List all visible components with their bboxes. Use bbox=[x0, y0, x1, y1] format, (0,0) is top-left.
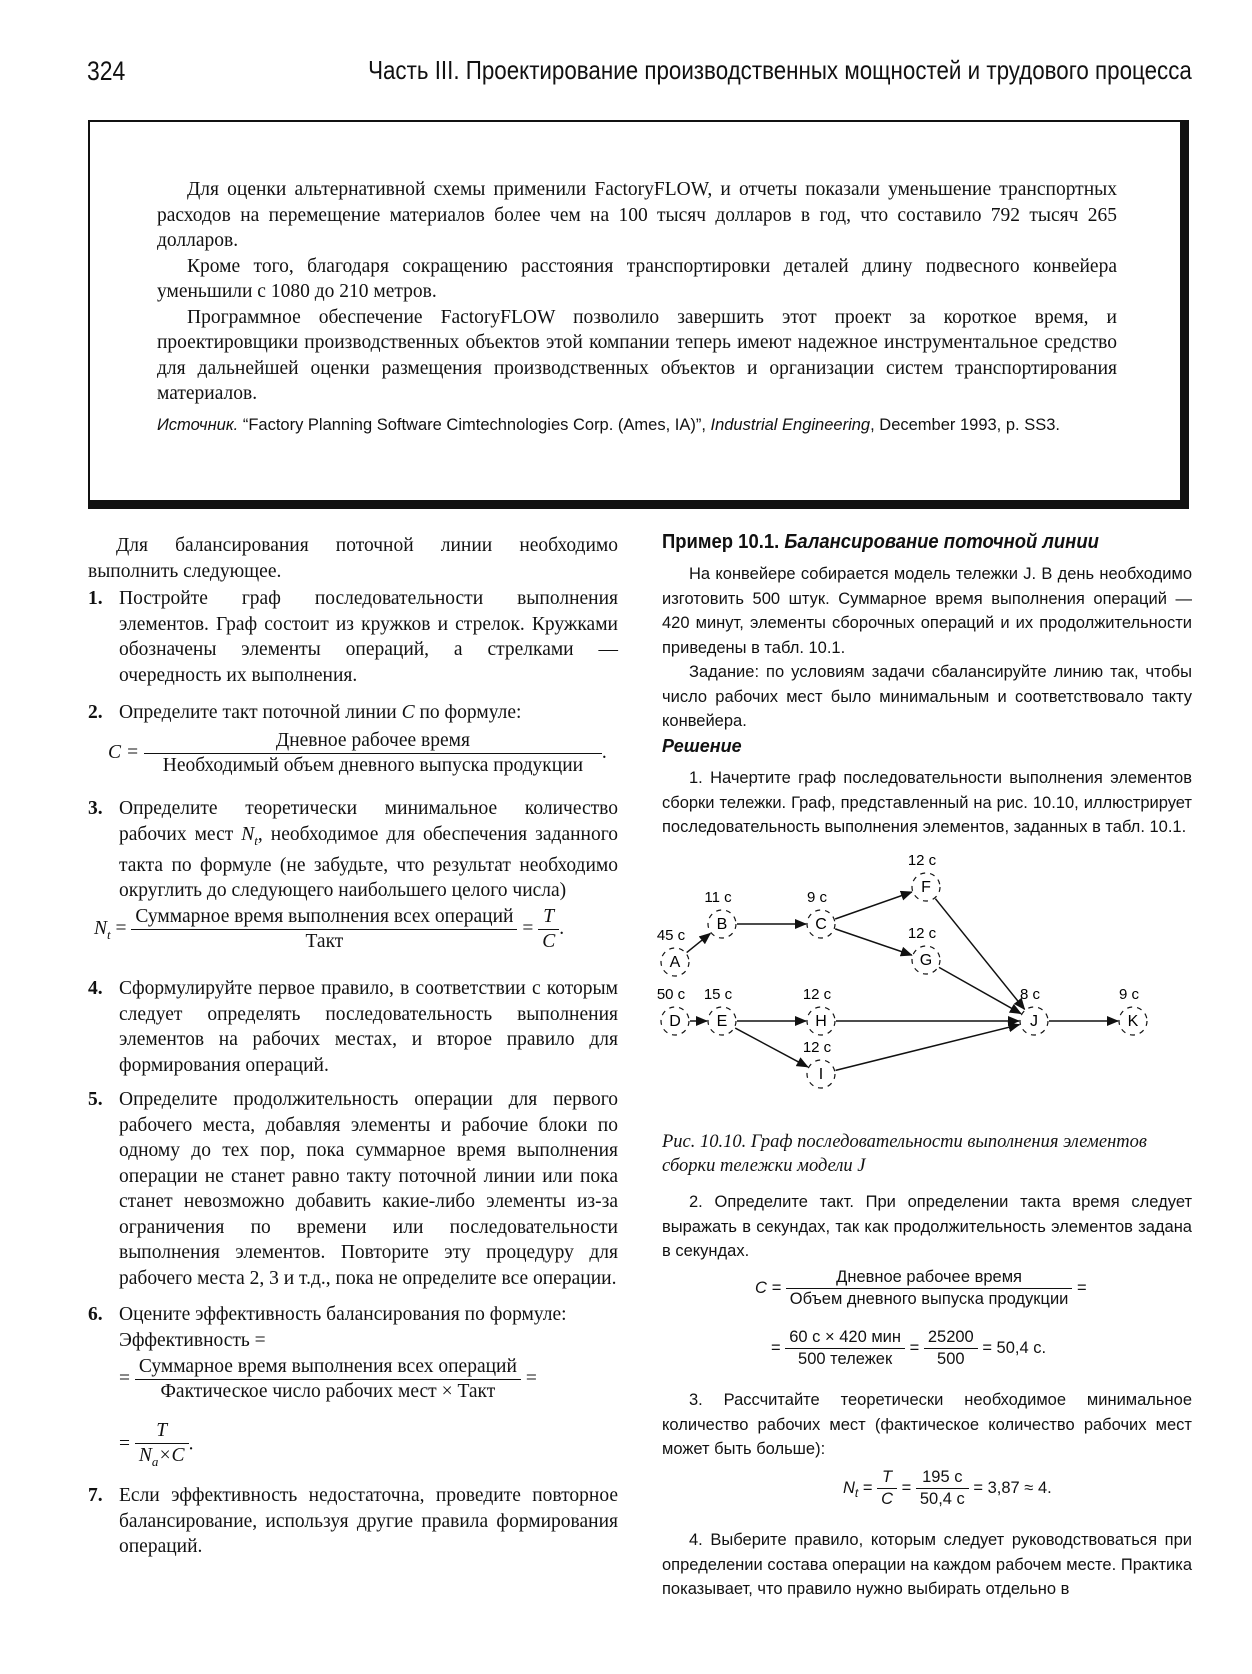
node-time-F: 12 с bbox=[907, 852, 937, 869]
formula-result: = 50,4 с. bbox=[982, 1338, 1047, 1357]
formula-fraction bbox=[135, 1420, 189, 1470]
source-end: , December 1993, p. SS3. bbox=[870, 416, 1060, 434]
formula-efficiency bbox=[119, 1356, 537, 1403]
formula-eq: = bbox=[522, 917, 534, 939]
node-label-I: I bbox=[818, 1066, 824, 1083]
formula-result: = 3,87 ≈ 4. bbox=[973, 1478, 1052, 1497]
formula-fraction bbox=[786, 1268, 1073, 1309]
list-text bbox=[119, 700, 618, 726]
node-time-A: 45 с bbox=[656, 927, 686, 944]
edge-E-I bbox=[735, 1028, 808, 1067]
list-item-3 bbox=[88, 796, 618, 904]
list-item-2 bbox=[88, 700, 618, 726]
case-paragraph-3: Программное обеспечение FactoryFLOW позволило завершить этот проект за короткое время, и проектировщики производственных объектов этой компании теперь имеют надежное инструментальное средство для дальнейшей оценки размещения производственных объектов и организации систем транспортирования материалов. bbox=[157, 306, 1117, 404]
list-text: Постройте граф последовательности выполнения элементов. Граф состоит из кружков и стрелок. Кружками обозначены элементы операций, а стрелками — очередность их выполнения. bbox=[119, 588, 618, 686]
formula-takt-calc bbox=[771, 1328, 1046, 1369]
node-time-D: 50 с bbox=[656, 986, 686, 1003]
precedence-graph bbox=[656, 852, 1200, 1130]
formula-eq: = bbox=[901, 1478, 912, 1497]
step-1-text: 1. Начертите граф последовательности выполнения элементов сборки тележки. Граф, представленный на рис. 10.10, иллюстрирует последовательность выполнения элементов, заданных в табл. 10.1. bbox=[662, 769, 1192, 836]
source-label: Источник. bbox=[157, 416, 239, 434]
fraction-numerator: 60 с × 420 мин bbox=[785, 1328, 905, 1349]
edge-C-F bbox=[835, 892, 912, 919]
step-4 bbox=[662, 1528, 1192, 1602]
example-body bbox=[662, 562, 1192, 734]
step-4-text: 4. Выберите правило, которым следует руководствоваться при определении состава операции на каждом рабочем месте. Практика показывает, что правило нужно выбирать отдельно в bbox=[662, 1531, 1192, 1598]
graph-nodes bbox=[657, 852, 1147, 1088]
fraction-denominator: Такт bbox=[305, 931, 344, 952]
fraction-numerator: 195 с bbox=[916, 1468, 969, 1489]
formula-fraction bbox=[131, 906, 517, 953]
formula-nt-calc bbox=[843, 1468, 1052, 1509]
item2-text-b: по формуле: bbox=[414, 702, 522, 723]
list-number: 7. bbox=[88, 1485, 103, 1506]
node-time-C: 9 с bbox=[806, 889, 828, 906]
efficiency-label: Эффективность = bbox=[119, 1330, 266, 1351]
fraction-denominator: Объем дневного выпуска продукции bbox=[789, 1290, 1069, 1308]
case-study-text bbox=[157, 177, 1117, 407]
formula-end: . bbox=[559, 917, 565, 939]
graph-edges bbox=[687, 892, 1118, 1070]
node-label-F: F bbox=[921, 879, 931, 896]
node-label-B: B bbox=[716, 916, 728, 933]
formula-eq: = bbox=[119, 1367, 130, 1389]
fraction-numerator: T bbox=[877, 1468, 897, 1489]
running-title: Часть III. Проектирование производственных мощностей и трудового процесса bbox=[368, 55, 1192, 85]
list-text: Сформулируйте первое правило, в соответствии с которым следует определять последовательность выполнения элементов на рабочих местах, и второе правило для формирования операций. bbox=[119, 978, 618, 1076]
formula-eq: = bbox=[1077, 1278, 1087, 1297]
formula-eq: = bbox=[771, 1338, 781, 1357]
item2-symbol: C bbox=[401, 702, 415, 723]
den-rest: ×C bbox=[158, 1445, 185, 1466]
formula-nt bbox=[94, 906, 564, 953]
fraction-numerator: Дневное рабочее время bbox=[786, 1268, 1073, 1289]
den-symbol: N bbox=[138, 1445, 152, 1466]
item3-text-b: , необходимое для обеспечения заданного такта по формуле (не забудьте, что результат необходимо округлить до следующего наибольшего целого числа) bbox=[119, 823, 618, 902]
list-number: 6. bbox=[88, 1304, 103, 1325]
formula-fraction bbox=[916, 1468, 969, 1509]
fraction-numerator: Суммарное время выполнения всех операций bbox=[135, 1356, 521, 1380]
example-number: Пример 10.1. bbox=[662, 530, 785, 553]
left-intro bbox=[88, 533, 618, 584]
source-text: “Factory Planning Software Cimtechnologies Corp. (Ames, IA)”, bbox=[238, 416, 711, 434]
list-item-1 bbox=[88, 586, 618, 688]
list-number: 4. bbox=[88, 978, 103, 999]
list-number: 1. bbox=[88, 588, 103, 609]
step-1 bbox=[662, 766, 1192, 840]
case-paragraph-2: Кроме того, благодаря сокращению расстояния транспортировки деталей длину подвесного конвейера уменьшили с 1080 до 210 метров. bbox=[157, 255, 1117, 302]
fraction-denominator: C bbox=[542, 931, 556, 952]
fraction-denominator: 50,4 с bbox=[919, 1490, 965, 1508]
node-time-E: 15 с bbox=[703, 986, 733, 1003]
example-name: Балансирование поточной линии bbox=[784, 530, 1099, 553]
formula-end: . bbox=[601, 741, 607, 763]
formula-lhs-sub: t bbox=[107, 926, 111, 942]
list-text: Оцените эффективность балансирования по формуле: bbox=[119, 1304, 567, 1325]
formula-lhs: C = bbox=[755, 1278, 782, 1297]
edge-F-J bbox=[935, 899, 1024, 1010]
node-time-K: 9 с bbox=[1118, 986, 1140, 1003]
formula-takt bbox=[108, 730, 607, 777]
case-source bbox=[157, 414, 1127, 436]
fraction-denominator: 500 тележек bbox=[798, 1350, 893, 1368]
node-time-J: 8 с bbox=[1019, 986, 1041, 1003]
list-number: 2. bbox=[88, 702, 103, 723]
formula-fraction-short bbox=[538, 906, 559, 953]
formula-lhs: N bbox=[843, 1478, 855, 1497]
formula-eq: = bbox=[525, 1367, 537, 1389]
step-2-text: 2. Определите такт. При определении такта время следует выражать в секундах, так как продолжительность элементов задана в секундах. bbox=[662, 1193, 1192, 1260]
node-label-G: G bbox=[919, 952, 933, 969]
list-item-5 bbox=[88, 1087, 618, 1291]
list-item-6 bbox=[88, 1302, 618, 1328]
formula-fraction bbox=[144, 730, 602, 777]
list-number: 5. bbox=[88, 1089, 103, 1110]
node-label-E: E bbox=[716, 1013, 728, 1030]
den-subscript: a bbox=[151, 1453, 159, 1469]
formula-lhs: C = bbox=[108, 741, 140, 763]
list-text bbox=[119, 796, 618, 904]
solution-title: Решение bbox=[662, 736, 742, 756]
node-time-G: 12 с bbox=[907, 925, 937, 942]
example-paragraph-1: На конвейере собирается модель тележки J. В день необходимо изготовить 500 штук. Суммарное время выполнения операций — 420 минут, элементы сборочных операций и их продолжительности приведены в табл. 10.1. bbox=[662, 565, 1192, 657]
edge-C-G bbox=[835, 929, 912, 955]
node-label-D: D bbox=[669, 1013, 681, 1030]
item2-text-a: Определите такт поточной линии bbox=[119, 702, 402, 723]
fraction-denominator: C bbox=[881, 1490, 894, 1508]
node-label-H: H bbox=[815, 1013, 827, 1030]
step-2 bbox=[662, 1190, 1192, 1264]
formula-fraction bbox=[135, 1356, 521, 1403]
formula-lhs: N bbox=[94, 917, 108, 939]
fraction-numerator: Суммарное время выполнения всех операций bbox=[131, 906, 517, 930]
formula-fraction bbox=[877, 1468, 897, 1509]
node-label-K: K bbox=[1127, 1013, 1139, 1030]
intro-paragraph: Для балансирования поточной линии необходимо выполнить следующее. bbox=[88, 535, 618, 582]
case-paragraph-1: Для оценки альтернативной схемы применили FactoryFLOW, и отчеты показали уменьшение транспортных расходов на перемещение материалов более чем на 100 тысяч долларов в год, что составило 792 тысяч 265 долларов. bbox=[157, 179, 1117, 251]
node-label-A: A bbox=[669, 954, 681, 971]
formula-eq: = bbox=[862, 1478, 873, 1497]
formula-eq: = bbox=[909, 1338, 920, 1357]
node-time-H: 12 с bbox=[802, 986, 832, 1003]
fraction-denominator: Фактическое число рабочих мест × Такт bbox=[160, 1381, 496, 1402]
edge-I-J bbox=[836, 1025, 1020, 1071]
page-number: 324 bbox=[87, 56, 126, 86]
step-3 bbox=[662, 1388, 1192, 1462]
example-paragraph-2: Задание: по условиям задачи сбалансируйте линию так, чтобы число рабочих мест было минимальным и соответствовало такту конвейера. bbox=[662, 663, 1192, 730]
formula-efficiency-short bbox=[119, 1420, 193, 1470]
list-text: Если эффективность недостаточна, проведите повторное балансирование, используя другие правила формирования операций. bbox=[119, 1485, 618, 1557]
fraction-denominator bbox=[135, 1444, 189, 1470]
step-3-text: 3. Рассчитайте теоретически необходимое минимальное количество рабочих мест (фактическое количество рабочих мест может быть больше): bbox=[662, 1391, 1192, 1458]
node-time-B: 11 с bbox=[704, 889, 732, 906]
item3-symbol: N bbox=[241, 823, 255, 845]
fraction-numerator: 25200 bbox=[924, 1328, 978, 1349]
list-item-4 bbox=[88, 976, 618, 1078]
list-text: Определите продолжительность операции для первого рабочего места, добавляя элементы и рабочие блоки по одному до тех пор, пока суммарное время выполнения операции не станет равно такту поточной линии или пока станет невозможно добавить какие-либо элементы из-за ограничения по времени или последовательности выполнения элементов. Повторите эту процедуру для рабочего места 2, 3 и т.д., пока не определите все операции. bbox=[119, 1089, 618, 1289]
item3-text-a: Определите теоретически минимальное количество рабочих мест bbox=[119, 798, 618, 845]
edge-A-B bbox=[687, 933, 711, 952]
formula-lhs-sub: t bbox=[854, 1486, 859, 1501]
fraction-numerator: Дневное рабочее время bbox=[144, 730, 602, 754]
formula-end: . bbox=[188, 1433, 194, 1455]
fraction-numerator: T bbox=[135, 1420, 189, 1444]
formula-fraction bbox=[785, 1328, 905, 1369]
formula-fraction bbox=[924, 1328, 978, 1369]
item3-subscript: t bbox=[254, 832, 258, 848]
fraction-denominator: Необходимый объем дневного выпуска продукции bbox=[162, 755, 584, 776]
list-item-7 bbox=[88, 1483, 618, 1560]
list-number: 3. bbox=[88, 798, 103, 819]
node-label-J: J bbox=[1030, 1013, 1038, 1030]
node-time-I: 12 с bbox=[802, 1039, 832, 1056]
fraction-denominator: 500 bbox=[937, 1350, 965, 1368]
example-title bbox=[662, 530, 1099, 554]
formula-takt-example bbox=[755, 1268, 1087, 1309]
formula-eq: = bbox=[119, 1433, 130, 1455]
source-journal: Industrial Engineering bbox=[710, 416, 871, 434]
figure-caption: Рис. 10.10. Граф последовательности выполнения элементов сборки тележки модели J bbox=[662, 1132, 1147, 1176]
fraction-numerator: T bbox=[538, 906, 559, 930]
formula-eq: = bbox=[115, 917, 127, 939]
node-label-C: C bbox=[815, 916, 827, 933]
